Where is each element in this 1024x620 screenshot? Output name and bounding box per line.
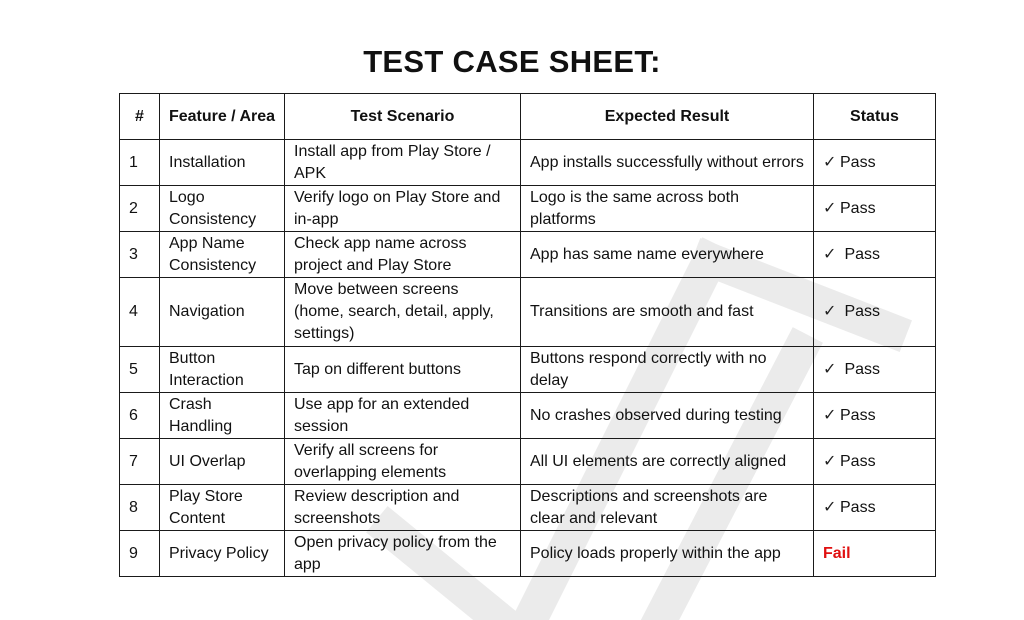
row-number: 9 — [120, 531, 160, 577]
row-expected-result: No crashes observed during testing — [521, 393, 814, 439]
row-number: 3 — [120, 232, 160, 278]
status-label: Pass — [840, 245, 881, 263]
column-header-status: Status — [814, 94, 936, 140]
row-feature: Privacy Policy — [160, 531, 285, 577]
row-feature: Play Store Content — [160, 485, 285, 531]
status-label: Fail — [823, 544, 851, 562]
row-scenario: Move between screens (home, search, detail, apply, settings) — [285, 278, 521, 347]
page-title: TEST CASE SHEET: — [363, 44, 661, 79]
row-number: 8 — [120, 485, 160, 531]
row-status — [814, 347, 936, 393]
checkmark-icon: ✓ — [823, 245, 837, 263]
row-number: 7 — [120, 439, 160, 485]
row-status — [814, 485, 936, 531]
test-case-table — [119, 93, 936, 577]
column-header-scenario: Test Scenario — [285, 94, 521, 140]
checkmark-icon: ✓ — [823, 452, 837, 470]
row-expected-result: Descriptions and screenshots are clear and relevant — [521, 485, 814, 531]
row-feature: Logo Consistency — [160, 186, 285, 232]
row-expected-result: Transitions are smooth and fast — [521, 278, 814, 347]
row-scenario: Open privacy policy from the app — [285, 531, 521, 577]
row-scenario: Verify all screens for overlapping elements — [285, 439, 521, 485]
row-status — [814, 232, 936, 278]
row-status — [814, 186, 936, 232]
row-expected-result: Policy loads properly within the app — [521, 531, 814, 577]
table-row — [120, 278, 936, 347]
row-number: 4 — [120, 278, 160, 347]
checkmark-icon: ✓ — [823, 153, 837, 171]
status-label: Pass — [840, 303, 881, 320]
row-status — [814, 140, 936, 186]
row-scenario: Verify logo on Play Store and in-app — [285, 186, 521, 232]
row-expected-result: Logo is the same across both platforms — [521, 186, 814, 232]
status-label: Pass — [840, 153, 876, 171]
row-scenario: Check app name across project and Play Store — [285, 232, 521, 278]
table-row — [120, 531, 936, 577]
row-feature: Installation — [160, 140, 285, 186]
table-row — [120, 232, 936, 278]
column-header-number: # — [120, 94, 160, 140]
row-status — [814, 278, 936, 347]
row-number: 2 — [120, 186, 160, 232]
status-label: Pass — [840, 360, 881, 378]
row-expected-result: All UI elements are correctly aligned — [521, 439, 814, 485]
row-scenario: Install app from Play Store / APK — [285, 140, 521, 186]
row-expected-result: Buttons respond correctly with no delay — [521, 347, 814, 393]
row-scenario: Review description and screenshots — [285, 485, 521, 531]
table-row — [120, 140, 936, 186]
row-number: 6 — [120, 393, 160, 439]
row-feature: Button Interaction — [160, 347, 285, 393]
row-expected-result: App has same name everywhere — [521, 232, 814, 278]
column-header-feature: Feature / Area — [160, 94, 285, 140]
column-header-expected: Expected Result — [521, 94, 814, 140]
table-header-row — [120, 94, 936, 140]
row-feature: App Name Consistency — [160, 232, 285, 278]
row-number: 5 — [120, 347, 160, 393]
checkmark-icon: ✓ — [823, 303, 837, 320]
row-status — [814, 531, 936, 577]
status-label: Pass — [840, 406, 876, 424]
table-row — [120, 485, 936, 531]
status-label: Pass — [840, 199, 876, 217]
row-status — [814, 393, 936, 439]
table-row — [120, 439, 936, 485]
checkmark-icon: ✓ — [823, 406, 837, 424]
row-feature: Crash Handling — [160, 393, 285, 439]
checkmark-icon: ✓ — [823, 199, 837, 217]
status-label: Pass — [840, 498, 876, 516]
row-feature: UI Overlap — [160, 439, 285, 485]
table-row — [120, 186, 936, 232]
checkmark-icon: ✓ — [823, 498, 837, 516]
row-scenario: Tap on different buttons — [285, 347, 521, 393]
table-row — [120, 393, 936, 439]
checkmark-icon: ✓ — [823, 360, 837, 378]
row-scenario: Use app for an extended session — [285, 393, 521, 439]
row-number: 1 — [120, 140, 160, 186]
row-status — [814, 439, 936, 485]
table-row — [120, 347, 936, 393]
row-expected-result: App installs successfully without errors — [521, 140, 814, 186]
row-feature: Navigation — [160, 278, 285, 347]
status-label: Pass — [840, 452, 876, 470]
